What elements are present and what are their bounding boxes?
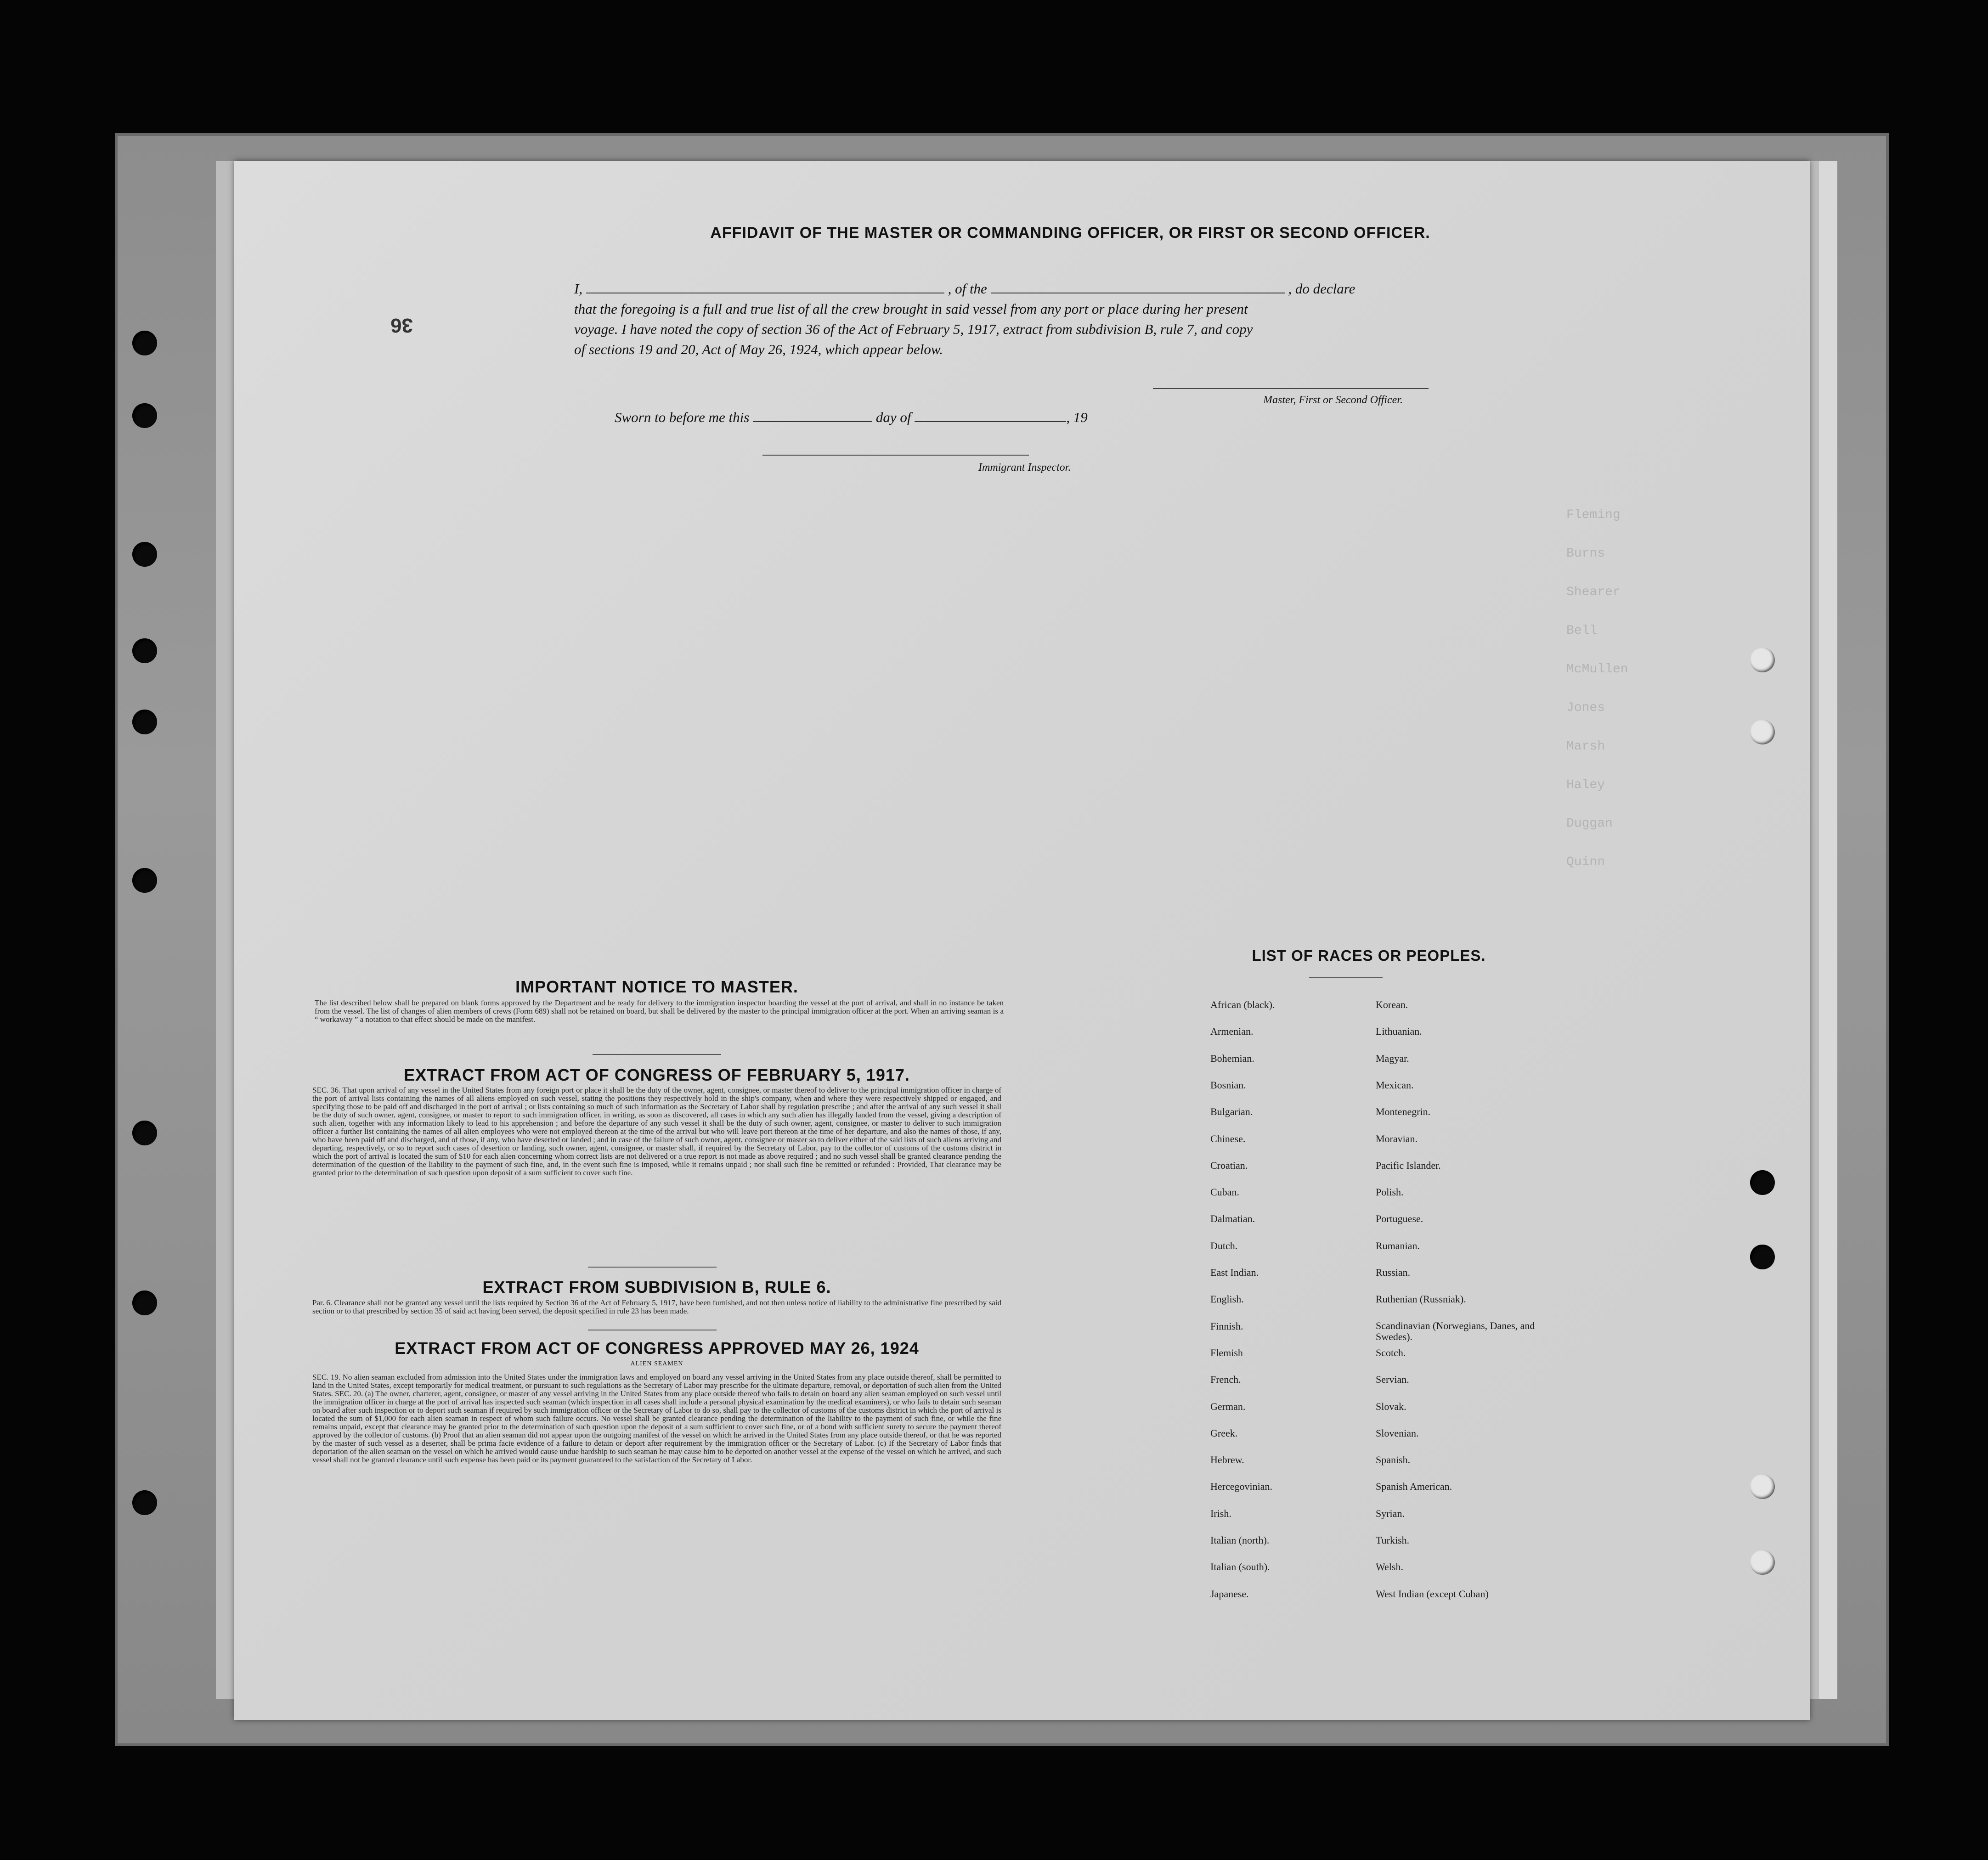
sworn-day-blank[interactable] — [753, 409, 872, 422]
race-item: African (black). — [1210, 999, 1275, 1010]
race-item: Portuguese. — [1376, 1213, 1423, 1225]
divider — [593, 1054, 721, 1055]
race-item: Russian. — [1376, 1267, 1411, 1278]
affidavit-line-1: I, , of the , do declare — [574, 281, 1355, 297]
race-item: Spanish. — [1376, 1454, 1411, 1466]
affidavit-title: AFFIDAVIT OF THE MASTER OR COMMANDING OFFICER, OR FIRST OR SECOND OFFICER. — [710, 224, 1430, 242]
binder-hole — [132, 542, 157, 567]
race-item: Irish. — [1210, 1507, 1231, 1519]
race-item: Finnish. — [1210, 1320, 1243, 1332]
race-item: Magyar. — [1376, 1052, 1409, 1064]
race-item: Mexican. — [1376, 1079, 1414, 1091]
binder-hole — [1750, 1550, 1775, 1575]
race-item: German. — [1210, 1400, 1246, 1412]
race-item: Spanish American. — [1376, 1481, 1452, 1493]
vessel-name-blank[interactable] — [991, 281, 1285, 293]
race-item: Bosnian. — [1210, 1079, 1246, 1091]
race-item: Lithuanian. — [1376, 1026, 1422, 1037]
divider — [1309, 977, 1383, 978]
race-item: Montenegrin. — [1376, 1106, 1431, 1118]
inspector-signature-line[interactable] — [762, 455, 1029, 456]
master-name-blank[interactable] — [586, 281, 944, 293]
race-item: Dutch. — [1210, 1240, 1238, 1251]
race-item: Korean. — [1376, 999, 1408, 1010]
subdivision-b-text: Par. 6. Clearance shall not be granted any vessel until the lists required by Section 36 of the Act of February 5, 1917, have been furnished, and not then unless notice of liability to the administrative fine prescribed by said section or to that prescribed by section 35 of said act having been served, the deposit specified in rule 23 has been made. — [312, 1298, 1001, 1315]
binder-hole — [132, 1121, 157, 1145]
master-signature-line[interactable] — [1153, 388, 1429, 389]
notice-text: The list described below shall be prepared on blank forms approved by the Department and be ready for delivery to the immigration inspector boarding the vessel at the port of arrival, and shall in no instance be taken from the vessel. The list of changes of alien members of crews (Form 689) shall not be retained on board, but shall be delivered by the master to the principal immigration officer at the port. When an arriving seaman is a “ workaway ” a notation to that effect should be made on the manifest. — [315, 998, 1004, 1024]
extract-1924-text: SEC. 19. No alien seaman excluded from admission into the United States under the immigration laws and employed on board any vessel arriving in the United States from any place outside thereof, shall be permitted to land in the United States, except temporarily for medical treatment, or pursuant to such regulations as the Secretary of Labor may prescribe for the ultimate departure, removal, or deportation of such alien from the United States. SEC. 20. (a) The owner, charterer, agent, consignee, or master of any vessel arriving in the United States from any place outside thereof who fails to detain on board any alien seaman employed on such vessel until the immigration officer in charge at the port of arrival has inspected such seaman (which inspection in all cases shall include a personal physical examination by the medical examiners), or who fails to detain such seaman on board after such inspection or to deport such seaman if required by such immigration officer or the Secretary of Labor to do so, shall pay to the collector of customs of the customs district in which the port of arrival is located the sum of $1,000 for each alien seaman in respect of whom such failure occurs. No vessel shall be granted clearance pending the determination of the liability to the payment of such fine, or while the fine remains unpaid, except that clearance may be granted prior to the determination of such question upon the deposit of a sum sufficient to cover such fine, or of a bond with sufficient surety to secure the payment thereof approved by the collector of customs. (b) Proof that an alien seaman did not appear upon the outgoing manifest of the vessel on which he arrived in the United States from any place outside thereof, or that he was reported by the master of such vessel as a deserter, shall be prima facie evidence of a failure to detain or deport after requirement by the immigration officer or the Secretary of Labor. (c) If the Secretary of Labor finds that deportation of the alien seaman on the vessel on which he arrived would cause undue hardship to such seaman he may cause him to be deported on another vessel at the expense of the vessel on which he arrived, and such vessel shall not be granted clearance until such expense has been paid or its payment guaranteed to the satisfaction of the Secretary of Labor. — [312, 1373, 1001, 1464]
race-item: Greek. — [1210, 1427, 1238, 1439]
race-item: Chinese. — [1210, 1133, 1246, 1144]
binder-hole — [132, 403, 157, 428]
race-item: Polish. — [1376, 1186, 1404, 1198]
affidavit-line-4: of sections 19 and 20, Act of May 26, 1924, which appear below. — [574, 341, 943, 357]
race-item: Italian (south). — [1210, 1561, 1270, 1573]
binder-hole — [132, 1490, 157, 1515]
race-item: French. — [1210, 1374, 1241, 1386]
race-item: Servian. — [1376, 1374, 1409, 1386]
race-item: Scandinavian (Norwegians, Danes, and Swedes). — [1376, 1319, 1535, 1342]
affidavit-page — [234, 161, 1810, 1720]
notice-title: IMPORTANT NOTICE TO MASTER. — [515, 977, 798, 996]
race-item: English. — [1210, 1293, 1244, 1305]
race-item: Rumanian. — [1376, 1240, 1420, 1251]
inspector-caption: Immigrant Inspector. — [978, 462, 1071, 473]
race-item: West Indian (except Cuban) — [1376, 1588, 1489, 1600]
binder-hole — [1750, 1245, 1775, 1269]
races-title: LIST OF RACES OR PEOPLES. — [1252, 947, 1486, 964]
race-item: Bulgarian. — [1210, 1106, 1253, 1118]
race-item: Slovenian. — [1376, 1427, 1419, 1439]
divider — [588, 1267, 717, 1268]
subdivision-b-title: EXTRACT FROM SUBDIVISION B, RULE 6. — [482, 1278, 831, 1296]
page-number: 36 — [390, 314, 413, 337]
race-item: Dalmatian. — [1210, 1213, 1255, 1225]
sworn-month-blank[interactable] — [915, 409, 1066, 422]
race-item: Hebrew. — [1210, 1454, 1244, 1466]
race-item: Hercegovinian. — [1210, 1481, 1272, 1493]
sworn-line: Sworn to before me this day of , 19 — [615, 409, 1088, 425]
race-item: Flemish — [1210, 1347, 1243, 1358]
binder-hole — [132, 868, 157, 893]
extract-1917-title: EXTRACT FROM ACT OF CONGRESS OF FEBRUARY 5, 1917. — [404, 1065, 910, 1084]
race-item: Cuban. — [1210, 1186, 1239, 1198]
race-item: East Indian. — [1210, 1267, 1259, 1278]
extract-1917-text: SEC. 36. That upon arrival of any vessel in the United States from any foreign port or place it shall be the duty of the owner, agent, consignee, or master thereof to deliver to the principal immigration officer in charge of the port of arrival lists containing the names of all aliens employed on such vessel, stating the positions they respectively hold in the ship's company, when and where they were respectively shipped or engaged, and specifying those to be paid off and discharged in the port of arrival ; or lists containing so much of such information as the Secretary of Labor shall by regulation prescribe ; and after the arrival of any such vessel it shall be the duty of such owner, agent, consignee, or master to report to such immigration officer, in writing, as soon as discovered, all cases in which any such alien has illegally landed from the vessel, giving a description of such alien, together with any information likely to lead to his apprehension ; and before the departure of any such vessel it shall be the duty of such owner, agent, consignee, or master to deliver to such immigration officer a further list containing the names of all alien employees who were not employed thereon at the time of the arrival but who will leave port thereon at the time of her departure, and also the names of those, if any, who have been paid off and discharged, and of those, if any, who have deserted or landed ; and in case of the failure of such owner, agent, consignee or master so to deliver either of the said lists of such aliens arriving and departing, respectively, or so to report such cases of desertion or landing, such owner, agent, consignee, or master shall, if required by the Secretary of Labor, pay to the collector of customs of the customs district in which the port of arrival is located the sum of $10 for each alien concerning whom correct lists are not delivered or a true report is not made as above required ; and no such vessel shall be granted clearance pending the determination of the question of the liability to the payment of such fine, and, in the event such fine is imposed, while it remains unpaid ; nor shall such fine be remitted or refunded : Provided, That clearance may be granted prior to the determination of such question upon deposit of a sum sufficient to cover such fine. — [312, 1086, 1001, 1177]
race-item: Croatian. — [1210, 1159, 1248, 1171]
binder-hole — [1750, 720, 1775, 744]
binder-hole — [1750, 1170, 1775, 1195]
race-item: Welsh. — [1376, 1561, 1403, 1573]
binder-hole — [132, 710, 157, 734]
binder-hole — [1750, 648, 1775, 672]
race-item: Turkish. — [1376, 1534, 1410, 1546]
race-item: Pacific Islander. — [1376, 1159, 1441, 1171]
master-caption: Master, First or Second Officer. — [1263, 394, 1403, 406]
alien-seamen-subtitle: ALIEN SEAMEN — [630, 1360, 683, 1367]
bleed-through-text: Fleming Burns Shearer Bell McMullen Jones Marsh Haley Duggan Quinn — [1566, 508, 1628, 869]
binder-hole — [132, 1291, 157, 1315]
binder-hole — [132, 638, 157, 663]
extract-1924-title: EXTRACT FROM ACT OF CONGRESS APPROVED MAY 26, 1924 — [395, 1339, 919, 1358]
race-item: Scotch. — [1376, 1347, 1406, 1358]
race-item: Bohemian. — [1210, 1052, 1254, 1064]
race-item: Moravian. — [1376, 1133, 1418, 1144]
affidavit-line-2: that the foregoing is a full and true list of all the crew brought in said vessel from any port or place during her present — [574, 301, 1248, 317]
affidavit-line-3: voyage. I have noted the copy of section 36 of the Act of February 5, 1917, extract from subdivision B, rule 7, and copy — [574, 321, 1253, 337]
race-item: Japanese. — [1210, 1588, 1249, 1600]
binder-hole — [1750, 1474, 1775, 1499]
race-item: Ruthenian (Russniak). — [1376, 1293, 1466, 1305]
race-item: Slovak. — [1376, 1400, 1406, 1412]
race-item: Armenian. — [1210, 1026, 1254, 1037]
binder-hole — [132, 331, 157, 355]
race-item: Italian (north). — [1210, 1534, 1270, 1546]
race-item: Syrian. — [1376, 1507, 1405, 1519]
